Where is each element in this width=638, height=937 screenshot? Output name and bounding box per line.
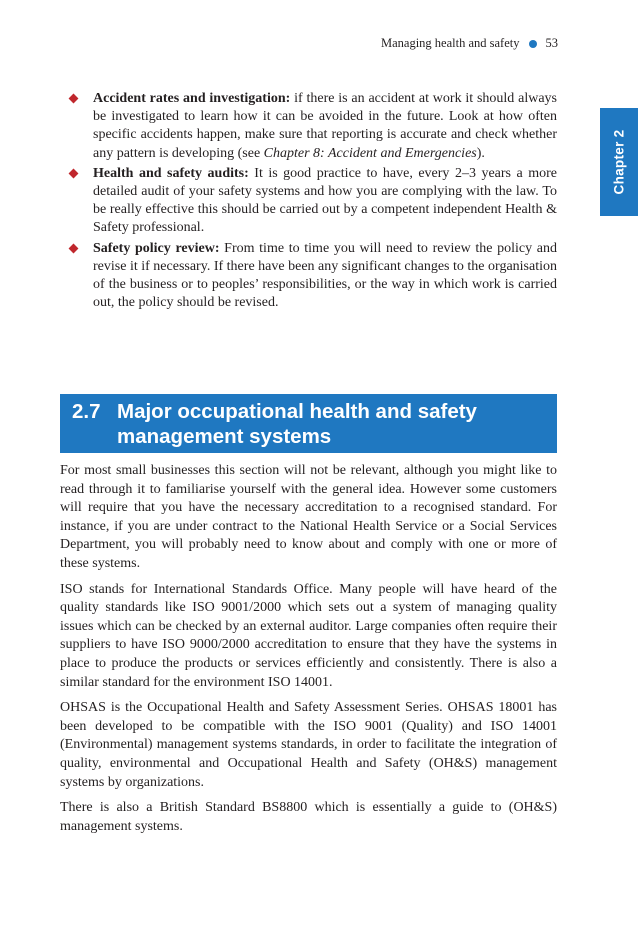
paragraph: There is also a British Standard BS8800 which is essentially a guide to (OH&S) management systems.: [60, 800, 557, 834]
list-item: [66, 240, 557, 313]
bullet-dot-icon: [529, 40, 537, 48]
section-title-line1: Major occupational health and safety: [117, 400, 477, 423]
bullet-text: From time to time you will need to review the policy and revise it if necessary. If there have been any significant changes to the organisation of the business or to peoples’ responsibilities, or the way in which work is carried out, the policy should be revised.: [93, 240, 557, 311]
section-number: 2.7: [72, 400, 101, 423]
bullet-title: Safety policy review:: [93, 240, 220, 256]
paragraph: ISO stands for International Standards Office. Many people will have heard of the quality standards like ISO 9001/2000 which sets out a system of managing quality issues which can be checked by an external auditor. Large companies often require their suppliers to have ISO 9000/2000 accreditation to ensure that they have the systems in place to produce the products or services efficiently and consistently. There is also a similar standard for the environment ISO 14001.: [60, 581, 557, 690]
bullet-text: It is good practice to have, every 2–3 years a more detailed audit of your safety systems and how you are complying with the law. To be really effective this should be carried out by a competent independent Health & Safety professional.: [93, 165, 557, 236]
diamond-bullet-icon: [69, 168, 79, 178]
body-text: [60, 462, 557, 843]
bullet-title: Accident rates and investigation:: [93, 91, 291, 106]
list-item: [66, 165, 557, 238]
running-header: [381, 36, 558, 51]
bullet-text: if there is an accident at work it should always be investigated to learn how it can be avoided in the future. Look at how often specific accidents happen, make sure that reporting is accurate and check whether any pattern is developing (see: [93, 91, 557, 161]
diamond-bullet-icon: [69, 94, 79, 104]
list-item: [66, 90, 557, 163]
section-heading: [60, 394, 557, 453]
running-title: Managing health and safety: [381, 36, 520, 50]
bullet-title: Health and safety audits:: [93, 165, 249, 181]
chapter-reference: Chapter 8: Accident and Emergencies: [263, 145, 477, 161]
paragraph: For most small businesses this section will not be relevant, although you might like to read through it to familiarise yourself with the general idea. However some customers will require that you have the necessary accreditation to a recognised standard. For instance, if you are under contract to the National Health Service or a Social Services Department, you will probably need to know about and comply with one or more of these systems.: [60, 463, 557, 571]
bullet-tail: ).: [476, 145, 485, 161]
chapter-tab: [600, 108, 638, 216]
diamond-bullet-icon: [69, 243, 79, 253]
paragraph: OHSAS is the Occupational Health and Safety Assessment Series. OHSAS 18001 has been developed to be compatible with the ISO 9001 (Quality) and ISO 14001 (Environmental) management systems standards, in order to facilitate the integration of quality, environmental and Occupational Health and Safety (OH&S) management systems by organizations.: [60, 700, 557, 790]
page-number: 53: [545, 36, 558, 50]
section-title-line2: management systems: [117, 425, 332, 448]
bullet-list: [66, 90, 557, 314]
chapter-tab-label: Chapter 2: [611, 129, 627, 195]
